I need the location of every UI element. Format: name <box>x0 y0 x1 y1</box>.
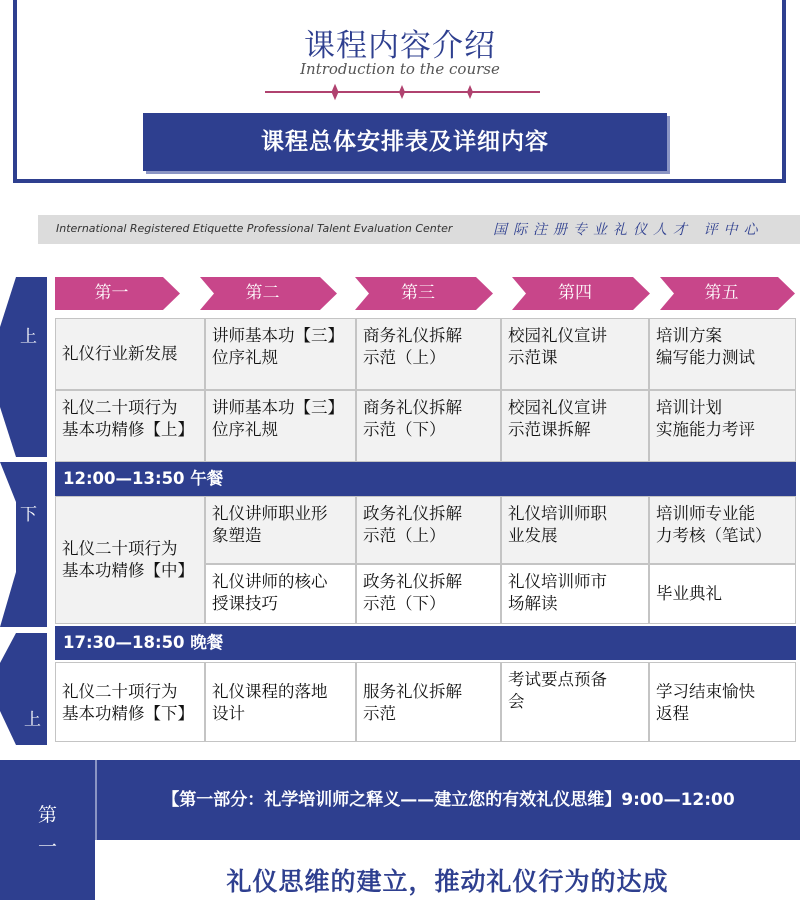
part-side-block <box>0 760 95 900</box>
table-cell: 培训计划 实施能力考评 <box>649 390 796 462</box>
table-cell: 礼仪讲师的核心 授课技巧 <box>205 564 356 624</box>
table-cell: 礼仪二十项行为 基本功精修【下】 <box>55 662 205 742</box>
part-title-text: 【第一部分：礼学培训师之释义——建立您的有效礼仪思维】9:00—12:00 <box>162 790 735 810</box>
table-cell: 商务礼仪拆解 示范（上） <box>356 318 501 390</box>
section-banner <box>143 113 667 171</box>
table-cell: 毕业典礼 <box>649 564 796 624</box>
day-label-1: 第一 <box>94 283 129 303</box>
day-label-2: 第二 <box>245 283 280 303</box>
ornament-divider <box>265 82 540 104</box>
dinner-bar <box>55 626 796 660</box>
part-side-char-2: 一 <box>38 836 58 858</box>
table-cell: 学习结束愉快 返程 <box>649 662 796 742</box>
page-title: 课程内容介绍 <box>304 28 496 64</box>
table-cell: 讲师基本功【三】 位序礼规 <box>205 318 356 390</box>
day-label-3: 第三 <box>401 283 435 303</box>
strip-text-en: International Registered Etiquette Professional Talent Evaluation Center <box>56 222 453 235</box>
strip-text-cn: 国际注册专业礼仪人才 评中心 <box>493 222 764 238</box>
table-cell: 礼仪培训师市 场解读 <box>501 564 649 624</box>
table-cell: 政务礼仪拆解 示范（下） <box>356 564 501 624</box>
table-cell: 服务礼仪拆解 示范 <box>356 662 501 742</box>
table-cell: 礼仪行业新发展 <box>55 318 205 390</box>
morning-chevron <box>0 277 47 457</box>
table-cell: 礼仪讲师职业形 象塑造 <box>205 496 356 564</box>
day-arrow-3 <box>355 277 493 310</box>
afternoon-label: 下 <box>20 505 37 525</box>
part-subtitle: 礼仪思维的建立，推动礼仪行为的达成 <box>226 867 669 896</box>
afternoon-chevron <box>0 462 47 627</box>
morning-label: 上 <box>20 327 37 347</box>
table-cell: 礼仪二十项行为 基本功精修【中】 <box>55 496 205 624</box>
day-label-4: 第四 <box>558 283 592 303</box>
table-cell: 考试要点预备 会 <box>501 662 649 742</box>
lunch-bar <box>55 462 796 496</box>
center-strip <box>38 215 800 244</box>
table-cell: 政务礼仪拆解 示范（上） <box>356 496 501 564</box>
table-cell: 礼仪培训师职 业发展 <box>501 496 649 564</box>
day-label-5: 第五 <box>704 283 739 303</box>
table-cell: 培训师专业能 力考核（笔试） <box>649 496 796 564</box>
table-cell: 培训方案 编写能力测试 <box>649 318 796 390</box>
lunch-text: 12:00—13:50 午餐 <box>63 469 224 488</box>
dinner-text: 17:30—18:50 晚餐 <box>63 633 224 652</box>
day-arrow-1 <box>55 277 180 310</box>
table-cell: 校园礼仪宣讲 示范课 <box>501 318 649 390</box>
part-title-bar <box>95 760 800 840</box>
evening-label: 上 <box>24 710 41 730</box>
part-side-char-1: 第 <box>38 804 58 826</box>
day-arrow-2 <box>200 277 337 310</box>
table-cell: 礼仪课程的落地 设计 <box>205 662 356 742</box>
page-subtitle-en: Introduction to the course <box>300 60 500 78</box>
section-banner-text: 课程总体安排表及详细内容 <box>261 129 549 155</box>
day-arrow-4 <box>512 277 650 310</box>
table-cell: 校园礼仪宣讲 示范课拆解 <box>501 390 649 462</box>
table-cell: 商务礼仪拆解 示范（下） <box>356 390 501 462</box>
table-cell: 礼仪二十项行为 基本功精修【上】 <box>55 390 205 462</box>
day-arrow-5 <box>660 277 795 310</box>
table-cell: 讲师基本功【三】 位序礼规 <box>205 390 356 462</box>
